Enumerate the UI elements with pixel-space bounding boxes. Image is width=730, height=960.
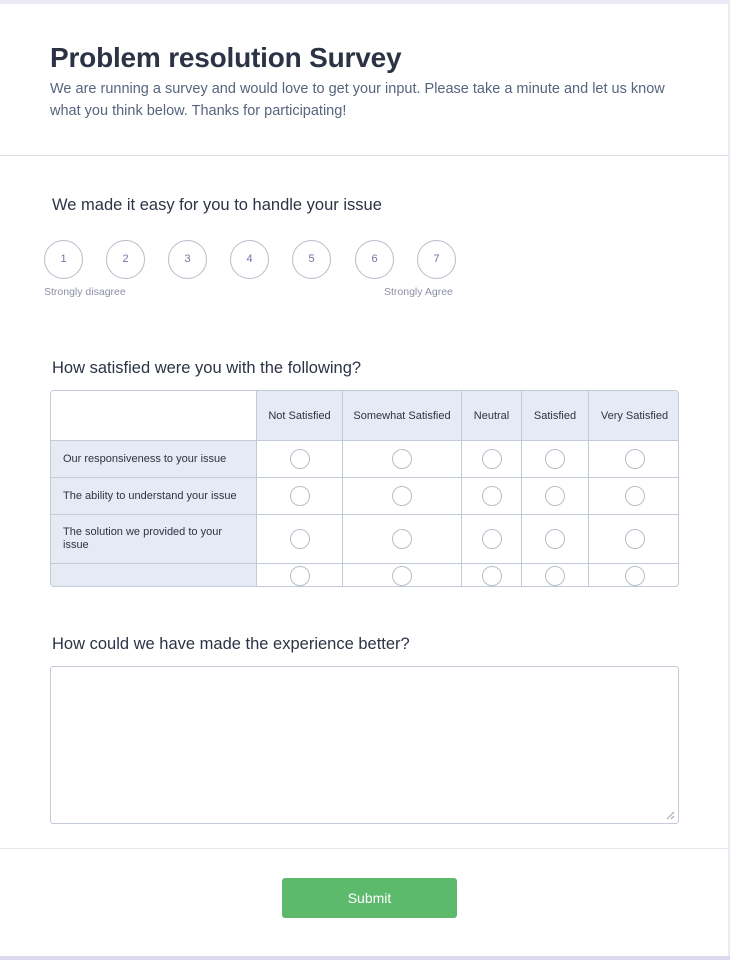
matrix-column-header: Not Satisfied [256, 391, 342, 440]
scale-option-3[interactable]: 3 [168, 240, 207, 279]
matrix-radio[interactable] [290, 486, 310, 506]
question-2-label: How satisfied were you with the following? [52, 359, 362, 377]
matrix-radio[interactable] [392, 529, 412, 549]
matrix-radio[interactable] [545, 449, 565, 469]
scale-option-5[interactable]: 5 [292, 240, 331, 279]
matrix-column-header: Somewhat Satisfied [342, 391, 461, 440]
matrix-radio[interactable] [482, 449, 502, 469]
scale-option-7[interactable]: 7 [417, 240, 456, 279]
satisfaction-matrix [50, 390, 679, 587]
matrix-radio[interactable] [482, 529, 502, 549]
matrix-radio[interactable] [545, 486, 565, 506]
matrix-radio[interactable] [482, 486, 502, 506]
matrix-radio[interactable] [290, 566, 310, 586]
scale-min-label: Strongly disagree [44, 286, 126, 298]
matrix-radio[interactable] [482, 566, 502, 586]
matrix-row-label: The ability to understand your issue [51, 477, 256, 514]
form-card [0, 4, 728, 956]
scale-option-2[interactable]: 2 [106, 240, 145, 279]
matrix-radio[interactable] [392, 486, 412, 506]
form-description: We are running a survey and would love to get your input. Please take a minute and let us know what you think below. Thanks for participating! [50, 81, 665, 119]
scale-option-6[interactable]: 6 [355, 240, 394, 279]
matrix-column-header: Satisfied [521, 391, 588, 440]
matrix-radio[interactable] [625, 566, 645, 586]
matrix-radio[interactable] [392, 566, 412, 586]
question-3-label: How could we have made the experience better? [52, 635, 410, 653]
matrix-radio[interactable] [625, 486, 645, 506]
scale-option-1[interactable]: 1 [44, 240, 83, 279]
submit-button[interactable]: Submit [282, 878, 457, 918]
matrix-radio[interactable] [625, 529, 645, 549]
feedback-textarea[interactable] [50, 666, 679, 824]
matrix-radio[interactable] [625, 449, 645, 469]
resize-handle-icon[interactable] [665, 810, 675, 820]
question-1-label: We made it easy for you to handle your issue [52, 196, 382, 214]
matrix-radio[interactable] [290, 529, 310, 549]
matrix-radio[interactable] [545, 529, 565, 549]
footer-divider [0, 848, 728, 849]
scale-option-4[interactable]: 4 [230, 240, 269, 279]
matrix-row-label [51, 563, 256, 587]
rating-scale [44, 240, 464, 280]
matrix-column-header: Very Satisfied [588, 391, 679, 440]
matrix-corner [51, 391, 256, 441]
matrix-radio[interactable] [392, 449, 412, 469]
matrix-row-label: Our responsiveness to your issue [51, 440, 256, 477]
matrix-column-header: Neutral [461, 391, 521, 440]
form-title: Problem resolution Survey [50, 42, 402, 73]
matrix-row-label: The solution we provided to your issue [51, 514, 256, 563]
form-header [0, 4, 728, 156]
scale-max-label: Strongly Agree [384, 286, 453, 298]
bottom-edge [0, 956, 730, 960]
matrix-radio[interactable] [545, 566, 565, 586]
matrix-radio[interactable] [290, 449, 310, 469]
